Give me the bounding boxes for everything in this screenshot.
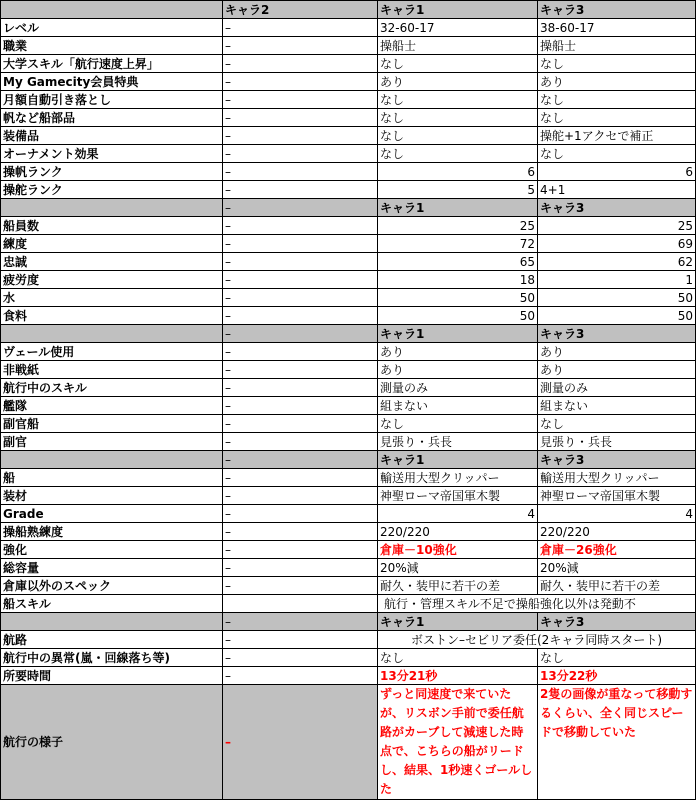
header-row [1,451,696,469]
row-label: 食料 [1,307,223,325]
cell-chara2: – [223,55,378,73]
cell-chara2 [223,595,378,613]
table-row [1,541,696,559]
cell-chara1: なし [378,415,538,433]
cell-chara1: 操船士 [378,37,538,55]
header-row [1,199,696,217]
row-label: 大学スキル「航行速度上昇」 [1,55,223,73]
row-label: 装備品 [1,127,223,145]
cell-chara2: – [223,343,378,361]
cell-chara2: – [223,397,378,415]
cell-chara2: – [223,379,378,397]
row-label: 艦隊 [1,397,223,415]
header-cell-chara2: – [223,613,378,631]
cell-chara2: – [223,271,378,289]
cell-chara2: – [223,181,378,199]
table-row [1,667,696,685]
row-label: 月額自動引き落とし [1,91,223,109]
cell-chara2: – [223,559,378,577]
row-label: 船員数 [1,217,223,235]
row-label: 航行の様子 [1,685,223,800]
table-row [1,55,696,73]
cell-chara2: – [223,433,378,451]
header-cell-chara3: キャラ3 [538,199,696,217]
cell-chara2: – [223,73,378,91]
cell-chara2: – [223,217,378,235]
cell-chara2: – [223,253,378,271]
cell-chara2: – [223,37,378,55]
row-label: 航行中の異常(嵐・回線落ち等) [1,649,223,667]
cell-chara1: 倉庫－10強化 [378,541,538,559]
cell-chara1: なし [378,55,538,73]
row-label: 操帆ランク [1,163,223,181]
cell-chara3: なし [538,145,696,163]
row-label: 倉庫以外のスペック [1,577,223,595]
cell-chara3: 20%減 [538,559,696,577]
cell-chara3: 4+1 [538,181,696,199]
cell-chara1: あり [378,343,538,361]
cell-chara2: – [223,415,378,433]
cell-chara1: 6 [378,163,538,181]
table-row [1,289,696,307]
table-row [1,379,696,397]
table-row [1,577,696,595]
cell-chara2: – [223,235,378,253]
table-row [1,163,696,181]
table-row [1,91,696,109]
cell-chara1: 耐久・装甲に若干の差 [378,577,538,595]
table-row [1,595,696,613]
cell-chara1: 65 [378,253,538,271]
cell-chara1: 5 [378,181,538,199]
cell-chara1: なし [378,649,538,667]
cell-chara3: 見張り・兵長 [538,433,696,451]
header-cell-blank [1,199,223,217]
cell-chara3: 組まない [538,397,696,415]
cell-chara2: – [223,289,378,307]
cell-chara1: ずっと同速度で来ていたが、リスボン手前で委任航路がカーブして減速した時点で、こちらの船がリードし、結果、1秒速くゴールした [378,685,538,800]
cell-chara3: 38-60-17 [538,19,696,37]
merged-cell: ボストン–セビリア委任(2キャラ同時スタート) [378,631,696,649]
cell-chara3: なし [538,55,696,73]
cell-chara3: 220/220 [538,523,696,541]
cell-chara1: なし [378,91,538,109]
cell-chara1: あり [378,361,538,379]
cell-chara1: 18 [378,271,538,289]
table-row [1,505,696,523]
cell-chara1: 220/220 [378,523,538,541]
row-label: 職業 [1,37,223,55]
cell-chara3: 操船士 [538,37,696,55]
row-label: 強化 [1,541,223,559]
cell-chara3: 測量のみ [538,379,696,397]
row-label: 副官船 [1,415,223,433]
header-cell-chara2: – [223,325,378,343]
table-row [1,235,696,253]
table-row [1,433,696,451]
cell-chara1: 50 [378,289,538,307]
cell-chara2: – [223,109,378,127]
cell-chara3: 62 [538,253,696,271]
cell-chara3: なし [538,91,696,109]
table-row [1,631,696,649]
row-label: 航行中のスキル [1,379,223,397]
row-label: 船スキル [1,595,223,613]
header-cell-chara1: キャラ1 [378,199,538,217]
table-row [1,145,696,163]
table-row [1,109,696,127]
row-label: 操船熟練度 [1,523,223,541]
cell-chara2: – [223,523,378,541]
cell-chara1: なし [378,145,538,163]
row-label: レベル [1,19,223,37]
table-row [1,217,696,235]
header-cell-chara2: キャラ2 [223,1,378,19]
cell-chara2: – [223,19,378,37]
header-cell-blank [1,325,223,343]
cell-chara1: 輸送用大型クリッパー [378,469,538,487]
cell-chara2: – [223,631,378,649]
row-label: オーナメント効果 [1,145,223,163]
header-cell-chara3: キャラ3 [538,1,696,19]
cell-chara1: 4 [378,505,538,523]
table-row [1,271,696,289]
row-label: 非戦紙 [1,361,223,379]
cell-chara3: 25 [538,217,696,235]
cell-chara3: 4 [538,505,696,523]
cell-chara3: 13分22秒 [538,667,696,685]
row-label: 帆など船部品 [1,109,223,127]
cell-chara3: 50 [538,307,696,325]
row-label: 船 [1,469,223,487]
cell-chara2: – [223,577,378,595]
row-label: 練度 [1,235,223,253]
row-label: 所要時間 [1,667,223,685]
cell-chara1: あり [378,73,538,91]
cell-chara3: 1 [538,271,696,289]
header-cell-chara1: キャラ1 [378,325,538,343]
table-row [1,523,696,541]
row-label: Grade [1,505,223,523]
cell-chara1: 組まない [378,397,538,415]
header-cell-chara3: キャラ3 [538,451,696,469]
cell-chara2: – [223,145,378,163]
cell-chara2: – [223,505,378,523]
table-row [1,685,696,800]
table-row [1,37,696,55]
cell-chara2: – [223,361,378,379]
header-row [1,1,696,19]
cell-chara1: 20%減 [378,559,538,577]
cell-chara2: – [223,469,378,487]
table-row [1,487,696,505]
header-cell-chara2: – [223,451,378,469]
cell-chara1: 50 [378,307,538,325]
row-label: 副官 [1,433,223,451]
cell-chara2: – [223,649,378,667]
cell-chara1: 測量のみ [378,379,538,397]
cell-chara3: なし [538,109,696,127]
cell-chara1: 神聖ローマ帝国軍木製 [378,487,538,505]
header-row [1,325,696,343]
cell-chara3: 輸送用大型クリッパー [538,469,696,487]
row-label: 操舵ランク [1,181,223,199]
table-row [1,307,696,325]
header-row [1,613,696,631]
table-row [1,19,696,37]
table-row [1,127,696,145]
header-cell-blank [1,451,223,469]
cell-chara2: – [223,91,378,109]
cell-chara1: なし [378,127,538,145]
cell-chara1: 32-60-17 [378,19,538,37]
cell-chara2: – [223,127,378,145]
cell-chara3: あり [538,343,696,361]
row-label: 忠誠 [1,253,223,271]
cell-chara1: 見張り・兵長 [378,433,538,451]
cell-chara3: なし [538,415,696,433]
cell-chara3: 69 [538,235,696,253]
cell-chara3: 50 [538,289,696,307]
cell-chara2: – [223,541,378,559]
table-row [1,559,696,577]
table-row [1,397,696,415]
merged-cell: 航行・管理スキル不足で操船強化以外は発動不 [378,595,696,613]
table-row [1,181,696,199]
table-row [1,415,696,433]
cell-chara3: 操舵+1アクセで補正 [538,127,696,145]
table-row [1,649,696,667]
table-row [1,253,696,271]
cell-chara1: なし [378,109,538,127]
header-cell-chara1: キャラ1 [378,1,538,19]
cell-chara3: 2隻の画像が重なって移動するくらい、全く同じスピードで移動していた [538,685,696,800]
cell-chara3: 6 [538,163,696,181]
cell-chara2: – [223,487,378,505]
row-label: ヴェール使用 [1,343,223,361]
table-row [1,343,696,361]
table-row [1,73,696,91]
header-cell-chara1: キャラ1 [378,613,538,631]
cell-chara3: あり [538,361,696,379]
cell-chara2: – [223,685,378,800]
header-cell-chara3: キャラ3 [538,613,696,631]
header-cell-blank [1,1,223,19]
header-cell-chara2: – [223,199,378,217]
row-label: 装材 [1,487,223,505]
header-cell-chara3: キャラ3 [538,325,696,343]
cell-chara3: 倉庫－26強化 [538,541,696,559]
header-cell-blank [1,613,223,631]
cell-chara2: – [223,307,378,325]
cell-chara1: 25 [378,217,538,235]
cell-chara3: 耐久・装甲に若干の差 [538,577,696,595]
row-label: My Gamecity会員特典 [1,73,223,91]
table-row [1,361,696,379]
cell-chara2: – [223,667,378,685]
row-label: 航路 [1,631,223,649]
row-label: 総容量 [1,559,223,577]
header-cell-chara1: キャラ1 [378,451,538,469]
cell-chara1: 72 [378,235,538,253]
table-row [1,469,696,487]
cell-chara3: なし [538,649,696,667]
cell-chara2: – [223,163,378,181]
cell-chara3: あり [538,73,696,91]
row-label: 疲労度 [1,271,223,289]
cell-chara3: 神聖ローマ帝国軍木製 [538,487,696,505]
cell-chara1: 13分21秒 [378,667,538,685]
row-label: 水 [1,289,223,307]
